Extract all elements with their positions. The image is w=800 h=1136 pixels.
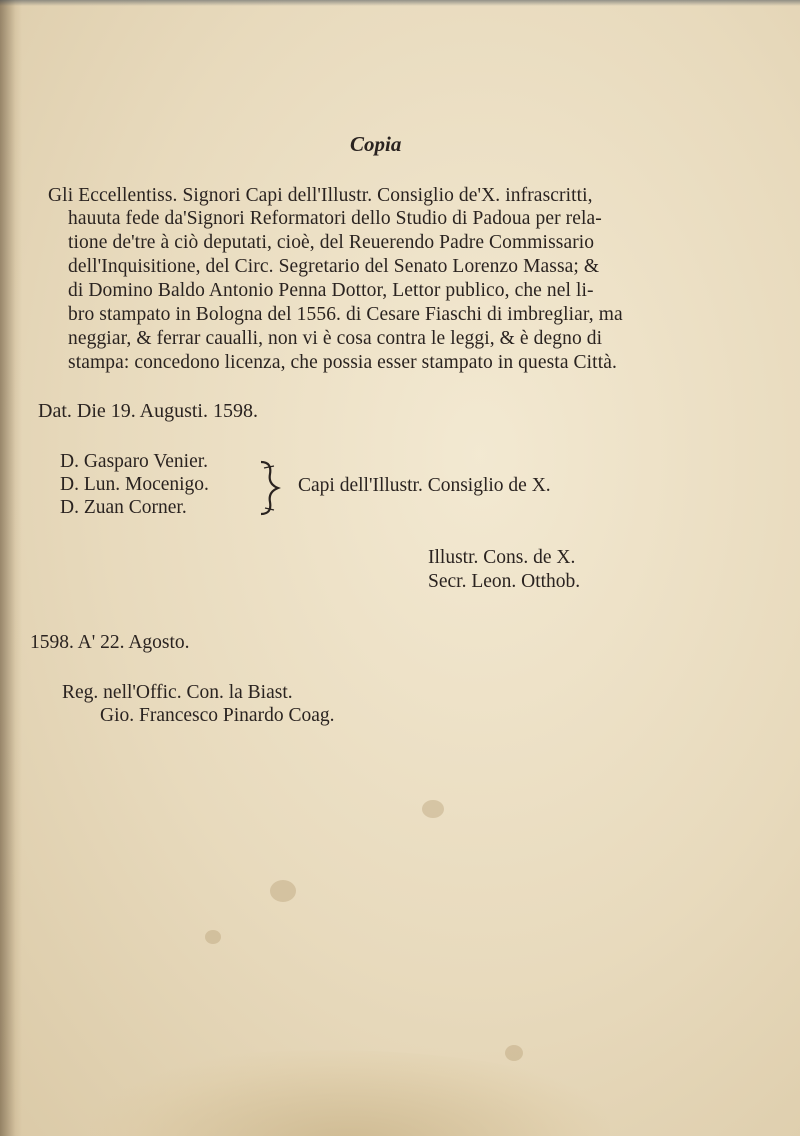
paragraph-line: neggiar, & ferrar caualli, non vi è cosa contra le leggi, & è degno di bbox=[68, 328, 603, 349]
paragraph-line: dell'Inquisitione, del Circ. Segretario del Senato Lorenzo Massa; & bbox=[68, 256, 600, 277]
registration-line: Gio. Francesco Pinardo Coag. bbox=[100, 705, 335, 726]
secretary-line: Illustr. Cons. de X. bbox=[428, 547, 576, 568]
curly-brace-icon bbox=[258, 460, 282, 516]
dateline: Dat. Die 19. Augusti. 1598. bbox=[38, 400, 258, 422]
paragraph-line: bro stampato in Bologna del 1556. di Cesare Fiaschi di imbregliar, ma bbox=[68, 304, 623, 325]
signatory-name: D. Lun. Mocenigo. bbox=[60, 474, 209, 495]
paper-stain bbox=[270, 880, 296, 902]
paper-stain bbox=[422, 800, 444, 818]
paragraph-line: Gli Eccellentiss. Signori Capi dell'Illustr. Consiglio de'X. infrascritti, bbox=[48, 185, 593, 206]
paragraph-line: di Domino Baldo Antonio Penna Dottor, Lettor publico, che nel li- bbox=[68, 280, 594, 301]
binding-shadow bbox=[0, 0, 22, 1136]
paragraph-line: stampa: concedono licenza, che possia esser stampato in questa Città. bbox=[68, 352, 617, 373]
paragraph-line: hauuta fede da'Signori Reformatori dello Studio di Padoua per rela- bbox=[68, 208, 602, 229]
registration-date: 1598. A' 22. Agosto. bbox=[30, 632, 190, 653]
registration-line: Reg. nell'Offic. Con. la Biast. bbox=[62, 682, 293, 703]
page-heading: Copia bbox=[350, 132, 402, 156]
secretary-line: Secr. Leon. Otthob. bbox=[428, 571, 581, 592]
top-edge bbox=[0, 0, 800, 6]
council-title: Capi dell'Illustr. Consiglio de X. bbox=[298, 475, 551, 496]
signatory-name: D. Zuan Corner. bbox=[60, 497, 187, 518]
paper-stain bbox=[205, 930, 221, 944]
paragraph-line: tione de'tre à ciò deputati, cioè, del Reuerendo Padre Commissario bbox=[68, 232, 595, 253]
paper-stain bbox=[505, 1045, 523, 1061]
water-stain bbox=[90, 1050, 610, 1136]
signatory-name: D. Gasparo Venier. bbox=[60, 451, 209, 472]
